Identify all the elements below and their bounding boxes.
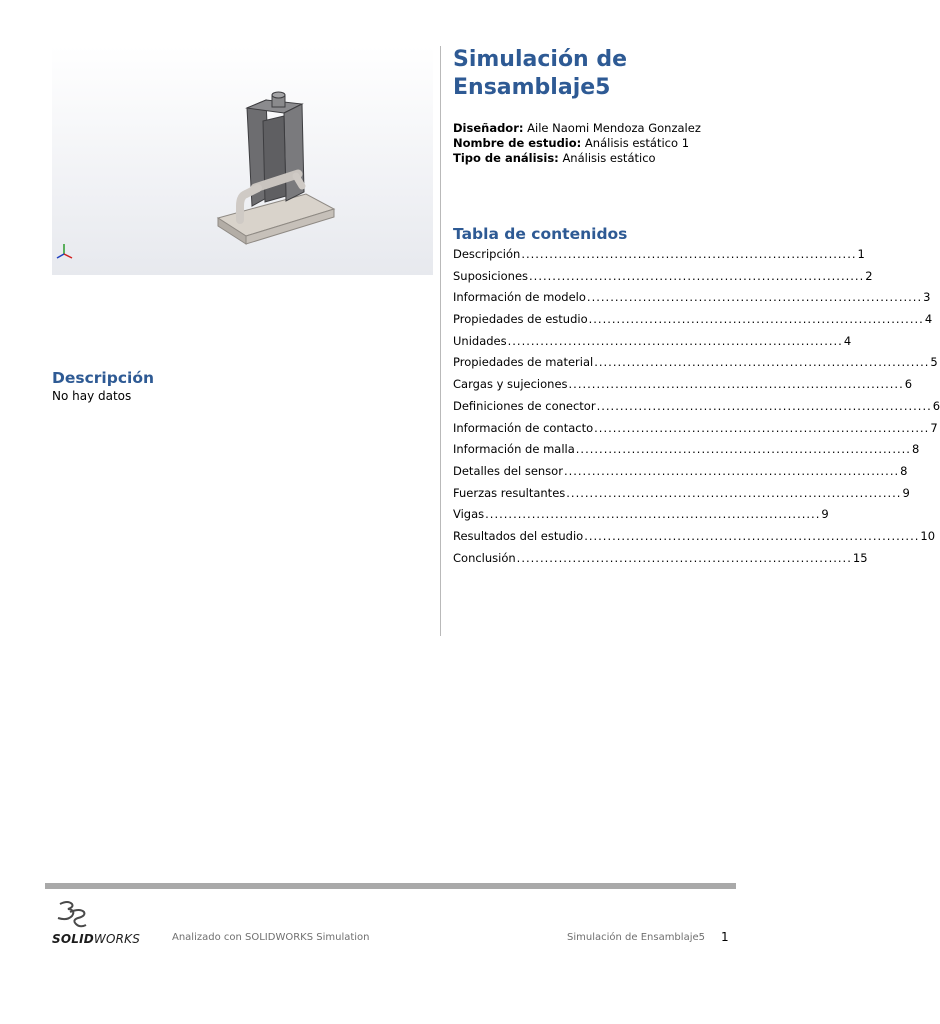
toc-item-definiciones-de-conector[interactable] [453, 397, 940, 419]
toc-dot-leader: ........................................................................ [521, 247, 857, 261]
toc-item-descripcion[interactable] [453, 245, 865, 267]
toc-item-page: 2 [865, 268, 873, 283]
toc-item-label: Fuerzas resultantes [453, 485, 566, 500]
toc-item-page: 10 [920, 528, 936, 543]
description-heading: Descripción [52, 369, 155, 387]
logo-text-bold: SOLID [52, 932, 94, 946]
toc-dot-leader: ........................................................................ [594, 355, 930, 370]
toc-item-label: Definiciones de conector [453, 398, 596, 413]
toc-item-page: 9 [902, 485, 910, 500]
toc-dot-leader: ........................................................................ [566, 485, 902, 500]
meta-designer [453, 121, 753, 136]
toc-dot-leader: ........................................................................ [529, 268, 865, 283]
meta-label: Diseñador: [453, 121, 524, 135]
toc-item-page: 8 [911, 442, 920, 457]
toc-dot-leader: ........................................................................ [516, 550, 852, 565]
toc-item-propiedades-de-material[interactable] [453, 353, 938, 375]
meta-value: Análisis estático 1 [584, 136, 690, 150]
meta-label: Tipo de análisis: [453, 151, 559, 165]
toc-item-fuerzas-resultantes[interactable] [453, 484, 910, 506]
model-preview-image [52, 46, 433, 275]
toc-item-page: 4 [924, 312, 933, 327]
toc-item-detalles-del-sensor[interactable] [453, 462, 908, 484]
toc-item-unidades[interactable] [453, 332, 852, 354]
table-of-contents [453, 245, 940, 570]
toc-item-informacion-de-malla[interactable] [453, 440, 920, 462]
footer-document-name: Simulación de Ensamblaje5 [567, 932, 705, 943]
logo-text-rest: WORKS [93, 932, 141, 946]
footer-analyzed-with: Analizado con SOLIDWORKS Simulation [172, 932, 370, 943]
toc-item-label: Propiedades de material [453, 355, 594, 370]
toc-dot-leader: ........................................................................ [586, 290, 923, 305]
study-metadata [453, 121, 753, 166]
toc-item-page: 3 [923, 290, 931, 305]
description-text: No hay datos [52, 389, 132, 403]
toc-item-page: 15 [852, 550, 868, 565]
toc-dot-leader: ........................................................................ [568, 377, 904, 392]
document-title: Simulación de Ensamblaje5 [453, 47, 628, 100]
toc-item-page: 6 [932, 398, 940, 413]
toc-item-page: 8 [900, 463, 908, 478]
toc-item-conclusion[interactable] [453, 549, 868, 571]
toc-dot-leader: ........................................................................ [563, 463, 900, 478]
page-number: 1 [721, 930, 729, 944]
toc-dot-leader: ........................................................................ [507, 333, 843, 348]
toc-item-page: 1 [857, 247, 865, 261]
toc-item-label: Conclusión [453, 550, 516, 565]
toc-dot-leader: ........................................................................ [588, 312, 924, 327]
toc-heading: Tabla de contenidos [453, 225, 628, 243]
logo-wordmark [52, 932, 140, 946]
toc-item-page: 5 [930, 355, 938, 370]
footer-rule [45, 883, 736, 889]
toc-item-label: Descripción [453, 247, 521, 261]
toc-item-label: Resultados del estudio [453, 528, 584, 543]
toc-dot-leader: ........................................................................ [575, 442, 911, 457]
toc-item-label: Información de contacto [453, 420, 594, 435]
meta-value: Aile Naomi Mendoza Gonzalez [527, 121, 701, 135]
toc-item-resultados-del-estudio[interactable] [453, 527, 936, 549]
toc-item-label: Información de malla [453, 442, 575, 457]
toc-item-informacion-de-contacto[interactable] [453, 419, 938, 441]
toc-dot-leader: ........................................................................ [584, 528, 920, 543]
toc-item-vigas[interactable] [453, 505, 829, 527]
toc-dot-leader: ........................................................................ [594, 420, 930, 435]
toc-item-page: 9 [821, 507, 829, 522]
meta-analysis-type [453, 151, 753, 166]
toc-dot-leader: ........................................................................ [485, 507, 821, 522]
toc-item-label: Propiedades de estudio [453, 312, 588, 327]
toc-item-page: 6 [904, 377, 913, 392]
toc-item-propiedades-de-estudio[interactable] [453, 310, 933, 332]
toc-item-page: 4 [843, 333, 852, 348]
toc-dot-leader: ........................................................................ [596, 398, 932, 413]
toc-item-page: 7 [930, 420, 938, 435]
toc-item-label: Vigas [453, 507, 485, 522]
toc-item-label: Suposiciones [453, 268, 529, 283]
toc-item-label: Detalles del sensor [453, 463, 563, 478]
meta-value: Análisis estático [562, 151, 656, 165]
assembly-model-graphic [52, 46, 433, 275]
toc-item-informacion-de-modelo[interactable] [453, 288, 931, 310]
3ds-logo-icon [54, 898, 88, 932]
meta-label: Nombre de estudio: [453, 136, 582, 150]
toc-item-cargas-y-sujeciones[interactable] [453, 375, 913, 397]
solidworks-logo [52, 898, 162, 948]
toc-item-label: Información de modelo [453, 290, 586, 305]
column-divider [440, 46, 441, 636]
toc-item-suposiciones[interactable] [453, 267, 873, 289]
toc-item-label: Unidades [453, 333, 507, 348]
toc-item-label: Cargas y sujeciones [453, 377, 568, 392]
meta-study-name [453, 136, 753, 151]
